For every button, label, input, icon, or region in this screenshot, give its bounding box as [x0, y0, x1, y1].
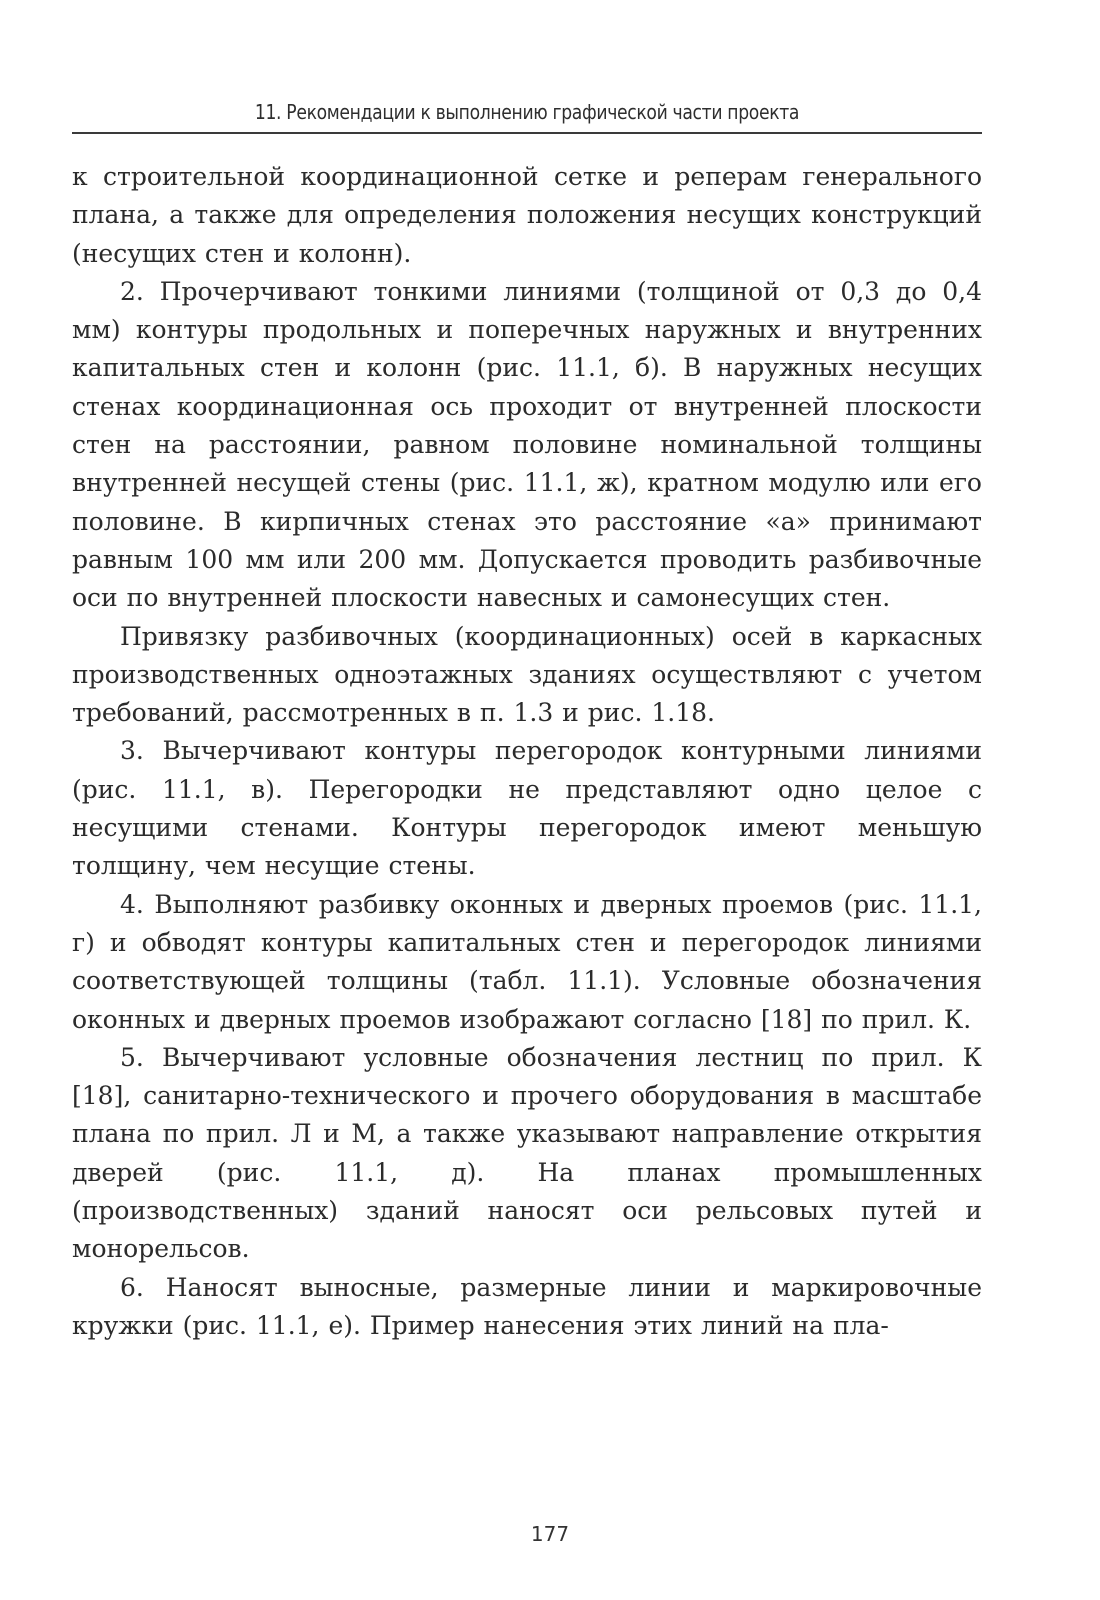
paragraph-item-4: 4. Выполняют разбивку оконных и дверных проемов (рис. 11.1, г) и обводят контуры капитальных стен и перегородок линиями соответствующей толщины (табл. 11.1). Условные обозначения оконных и дверных проемов изображают согласно [18] по прил. К.: [72, 889, 982, 1034]
body-text: [72, 158, 982, 1345]
header-rule: [72, 132, 982, 134]
paragraph-item-6: 6. Наносят выносные, размерные линии и маркировочные кружки (рис. 11.1, е). Пример нанесения этих линий на пла-: [72, 1272, 982, 1340]
running-header: 11. Рекомендации к выполнению графической части проекта: [254, 100, 800, 124]
paragraph-item-3: 3. Вычерчивают контуры перегородок контурными линиями (рис. 11.1, в). Перегородки не представляют одно целое с несущими стенами. Контуры перегородок имеют меньшую толщину, чем несущие стены.: [72, 736, 982, 881]
paragraph-continuation: к строительной координационной сетке и реперам генерального плана, а также для определения положения несущих конструкций (несущих стен и колонн).: [72, 162, 982, 268]
paragraph-frame-buildings: Привязку разбивочных (координационных) осей в каркасных производственных одноэтажных зданиях осуществляют с учетом требований, рассмотренных в п. 1.3 и рис. 1.18.: [72, 621, 982, 728]
paragraph-item-5: 5. Вычерчивают условные обозначения лестниц по прил. К [18], санитарно-технического и прочего оборудования в масштабе плана по прил. Л и М, а также указывают направление открытия дверей (рис. 11.1, д). На планах промышленных (производственных) зданий наносят оси рельсовых путей и монорельсов.: [72, 1042, 982, 1264]
paragraph-item-2: 2. Прочерчивают тонкими линиями (толщиной от 0,3 до 0,4 мм) контуры продольных и поперечных наружных и внутренних капитальных стен и колонн (рис. 11.1, б). В наружных несущих стенах координационная ось проходит от внутренней плоскости стен на расстоянии, равном половине номинальной толщины внутренней несущей стены (рис. 11.1, ж), кратном модулю или его половине. В кирпичных стенах это расстояние «а» принимают равным 100 мм или 200 мм. Допускается проводить разбивочные оси по внутренней плоскости навесных и самонесущих стен.: [72, 276, 982, 613]
page-number: 177: [530, 1522, 570, 1546]
